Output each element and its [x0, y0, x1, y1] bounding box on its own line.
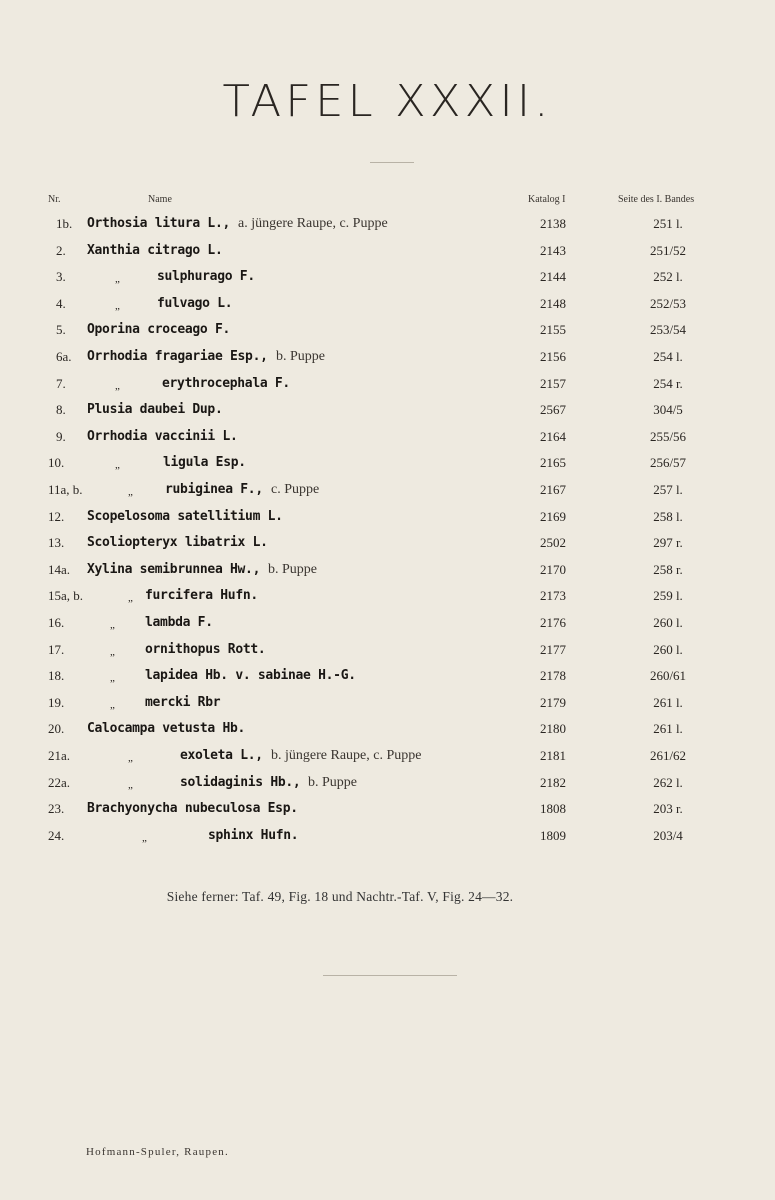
species-name: solidaginis Hb., [180, 774, 301, 790]
species-name: mercki Rbr [145, 694, 221, 710]
ditto-mark: „ [128, 752, 133, 764]
katalog-number: 2178 [540, 668, 566, 684]
ditto-mark: „ [115, 273, 120, 286]
row-number: 17. [48, 641, 65, 657]
species-name: Scoliopteryx libatrix L. [87, 535, 268, 551]
katalog-number: 2502 [540, 535, 566, 551]
katalog-number: 2169 [540, 508, 566, 524]
page-reference: 251 l. [653, 216, 683, 231]
row-number: 5. [56, 322, 66, 338]
stage-note: b. Puppe [308, 774, 357, 790]
species-name: rubiginea F., [165, 482, 263, 497]
page-reference: 262 l. [653, 774, 683, 790]
katalog-number: 2144 [540, 269, 566, 285]
page-reference: 254 r. [653, 375, 683, 391]
row-number: 4. [56, 295, 66, 311]
header-seite: Seite des I. Bandes [618, 194, 695, 205]
katalog-number: 2156 [540, 349, 566, 364]
table-row [0, 402, 775, 426]
table-row [0, 296, 775, 320]
row-number: 3. [56, 269, 66, 285]
table-row [0, 216, 775, 240]
katalog-number: 2157 [540, 375, 566, 391]
row-number: 14a. [48, 561, 71, 577]
table-row [0, 721, 775, 745]
page-reference: 257 l. [653, 482, 683, 497]
page-reference: 255/56 [649, 428, 687, 444]
row-number: 24. [48, 827, 65, 843]
katalog-number: 2155 [540, 322, 566, 338]
row-number: 11a, b. [48, 482, 83, 497]
ditto-mark: „ [128, 592, 133, 605]
table-row [0, 615, 775, 639]
table-row [0, 695, 775, 719]
row-number: 15a, b. [48, 588, 84, 604]
page-reference: 258 l. [653, 508, 683, 524]
katalog-number: 2179 [540, 694, 566, 710]
species-name: lapidea Hb. v. sabinae H.-G. [145, 668, 356, 684]
table-row [0, 775, 775, 799]
page-reference: 258 r. [653, 561, 683, 577]
katalog-number: 2180 [540, 721, 566, 737]
table-row [0, 455, 775, 479]
divider [323, 975, 457, 976]
table-row [0, 801, 775, 825]
katalog-number: 2148 [540, 295, 566, 311]
page-reference: 203 r. [653, 801, 683, 817]
page-reference: 256/57 [649, 455, 687, 471]
page-title: TAFEL XXXII. [222, 76, 553, 127]
table-row [0, 562, 775, 586]
table-row [0, 588, 775, 612]
row-number: 22a. [48, 774, 71, 790]
ditto-mark: „ [115, 379, 120, 392]
page-reference: 304/5 [653, 402, 683, 418]
species-name: erythrocephala F. [162, 375, 290, 391]
page-reference: 203/4 [653, 827, 683, 843]
page-reference: 260 l. [653, 641, 683, 657]
table-row [0, 349, 775, 373]
table-row [0, 668, 775, 692]
page-reference: 260/61 [649, 668, 687, 684]
header-name: Name [148, 194, 172, 205]
row-number: 8. [56, 402, 66, 418]
ditto-mark: „ [115, 299, 120, 312]
row-number: 23. [48, 801, 65, 817]
row-number: 19. [48, 694, 65, 710]
table-row [0, 322, 775, 346]
page-reference: 259 l. [653, 588, 683, 604]
katalog-number: 2181 [540, 748, 566, 763]
table-row [0, 269, 775, 293]
katalog-number: 2143 [540, 242, 566, 258]
species-name: sulphurago F. [157, 269, 255, 285]
katalog-number: 2167 [540, 482, 566, 497]
ditto-mark: „ [115, 459, 120, 472]
header-nr: Nr. [48, 194, 61, 205]
row-number: 6a. [56, 349, 72, 364]
row-number: 20. [48, 721, 65, 737]
katalog-number: 2176 [540, 615, 566, 630]
row-number: 21a. [48, 748, 71, 763]
page-reference: 261 l. [653, 694, 683, 710]
species-name: Orrhodia vaccinii L. [87, 428, 238, 444]
katalog-number: 2138 [540, 216, 566, 231]
katalog-number: 1809 [540, 827, 566, 843]
katalog-number: 2567 [540, 402, 566, 418]
species-name: lambda F. [145, 615, 213, 630]
stage-note: a. jüngere Raupe, c. Puppe [238, 216, 388, 231]
row-number: 13. [48, 535, 65, 551]
ditto-mark: „ [110, 619, 115, 631]
ditto-mark: „ [110, 645, 115, 658]
row-number: 1b. [56, 216, 73, 231]
page-reference: 252/53 [649, 295, 687, 311]
ditto-mark: „ [128, 778, 133, 791]
katalog-number: 2170 [540, 561, 566, 577]
table-row [0, 376, 775, 400]
page-reference: 254 l. [653, 349, 683, 364]
table-row [0, 509, 775, 533]
row-number: 10. [48, 455, 65, 471]
species-name: Calocampa vetusta Hb. [87, 721, 246, 737]
row-number: 9. [56, 428, 66, 444]
katalog-number: 2165 [540, 455, 566, 471]
table-row [0, 243, 775, 267]
species-name: Xanthia citrago L. [87, 242, 223, 258]
stage-note: c. Puppe [271, 482, 320, 497]
ditto-mark: „ [128, 486, 133, 498]
species-name: Orthosia litura L., [87, 216, 231, 231]
species-name: sphinx Hufn. [208, 827, 299, 843]
row-number: 12. [48, 508, 65, 524]
see-also-note: Siehe ferner: Taf. 49, Fig. 18 und Nachtr.-Taf. V, Fig. 24—32. [166, 889, 514, 904]
species-name: Xylina semibrunnea Hw., [87, 561, 261, 577]
katalog-number: 1808 [540, 801, 566, 817]
katalog-number: 2182 [540, 774, 566, 790]
page-reference: 253/54 [649, 322, 687, 338]
page-reference: 260 l. [653, 615, 683, 630]
stage-note: b. Puppe [276, 349, 325, 364]
row-number: 16. [48, 615, 65, 630]
ditto-mark: „ [142, 831, 147, 844]
species-name: fulvago L. [157, 295, 233, 311]
page-reference: 297 r. [653, 535, 683, 551]
species-name: ornithopus Rott. [145, 641, 266, 657]
table-row [0, 748, 775, 772]
table-row [0, 828, 775, 852]
species-name: exoleta L., [180, 748, 263, 763]
ditto-mark: „ [110, 698, 115, 711]
table-row [0, 482, 775, 506]
species-name: ligula Esp. [163, 455, 246, 471]
katalog-number: 2164 [540, 428, 566, 444]
divider [370, 162, 414, 163]
ditto-mark: „ [110, 672, 115, 685]
header-katalog: Katalog I [528, 194, 566, 205]
page-reference: 261 l. [653, 721, 683, 737]
table-row [0, 429, 775, 453]
row-number: 2. [56, 242, 66, 258]
katalog-number: 2173 [540, 588, 566, 604]
page-reference: 261/62 [649, 748, 687, 763]
row-number: 18. [48, 668, 65, 684]
page-reference: 251/52 [649, 242, 687, 258]
stage-note: b. Puppe [268, 561, 317, 577]
table-row [0, 642, 775, 666]
table-row [0, 535, 775, 559]
species-name: Oporina croceago F. [87, 322, 231, 338]
species-name: Plusia daubei Dup. [87, 402, 223, 418]
species-name: Brachyonycha nubeculosa Esp. [87, 801, 298, 817]
row-number: 7. [56, 375, 66, 391]
katalog-number: 2177 [540, 641, 566, 657]
page-reference: 252 l. [653, 269, 683, 285]
species-name: furcifera Hufn. [145, 588, 258, 604]
footer-text: Hofmann-Spuler, Raupen. [86, 1146, 229, 1158]
species-name: Scopelosoma satellitium L. [87, 508, 283, 524]
species-name: Orrhodia fragariae Esp., [87, 349, 268, 364]
stage-note: b. jüngere Raupe, c. Puppe [271, 748, 422, 763]
